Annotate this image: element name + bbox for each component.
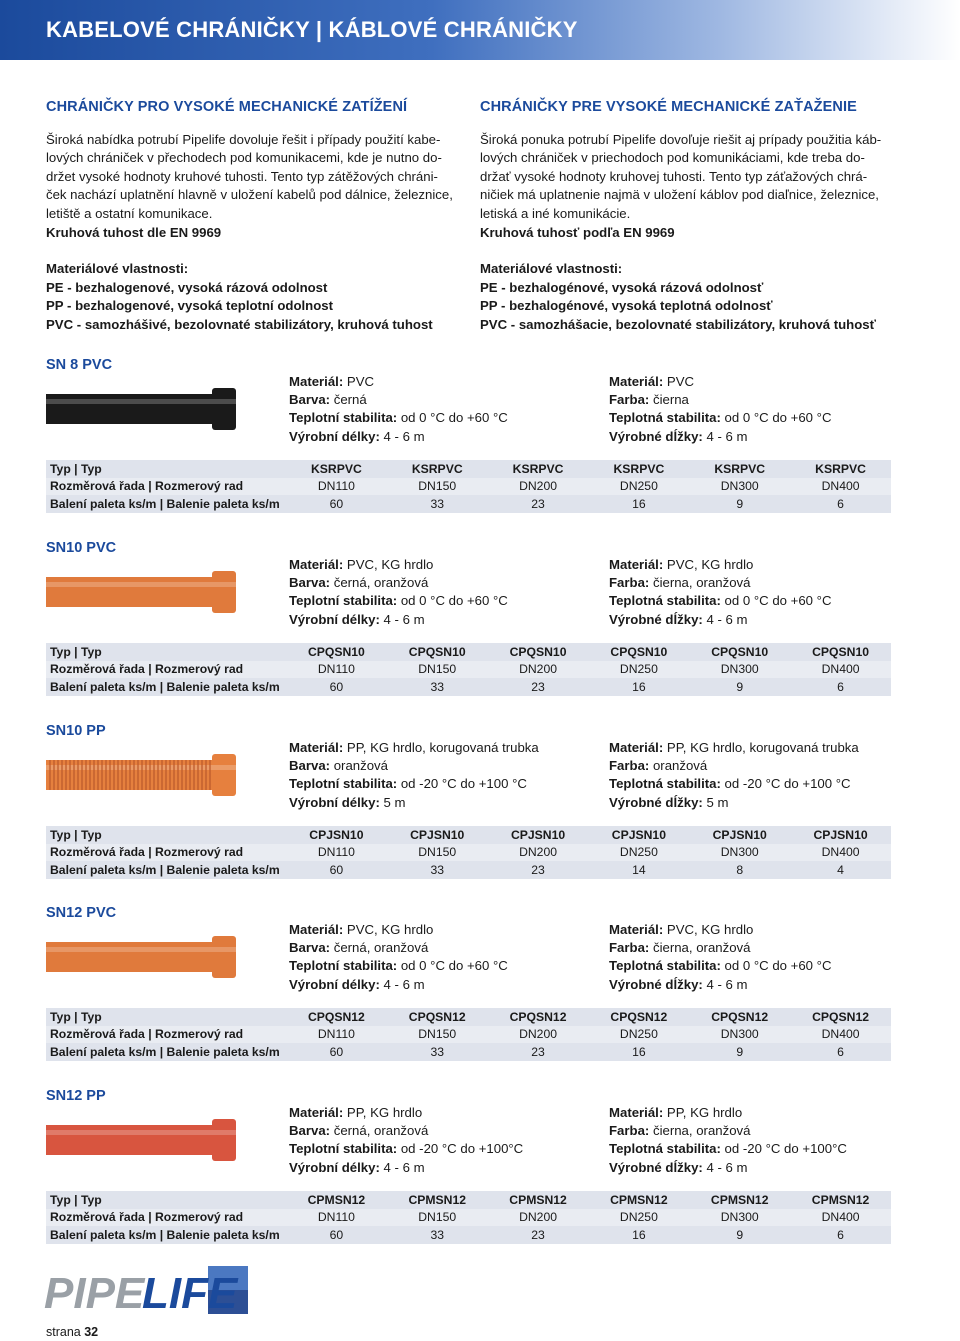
spec-line — [609, 976, 831, 994]
spec-value: od 0 °C do +60 °C — [397, 958, 508, 974]
spec-key: Výrobní délky: — [289, 1159, 380, 1175]
table-cell: DN150 — [387, 1209, 488, 1227]
spec-line — [609, 428, 831, 446]
table-row — [46, 1226, 891, 1244]
pipe-image — [46, 1115, 236, 1165]
spec-key: Výrobné dĺžky: — [609, 976, 703, 992]
intro-cz-properties — [46, 260, 466, 334]
table-row — [46, 661, 891, 679]
table-cell: CPJSN10 — [588, 826, 689, 844]
spec-key: Materiál: — [289, 922, 344, 937]
spec-key: Barva: — [289, 392, 331, 408]
spec-key: Teplotná stabilita: — [609, 410, 721, 426]
spec-value: PP, KG hrdlo — [663, 1105, 743, 1120]
row-label: Rozměrová řada | Rozmerový rad — [46, 844, 286, 862]
spec-value: PVC, KG hrdlo — [343, 557, 434, 572]
spec-value: 5 m — [379, 794, 406, 810]
spec-line — [289, 921, 508, 939]
spec-line — [609, 574, 831, 592]
spec-value: čierna, oranžová — [649, 940, 751, 956]
spec-key: Materiál: — [289, 1105, 344, 1120]
row-label: Rozměrová řada | Rozmerový rad — [46, 1209, 286, 1227]
table-cell: KSRPVC — [790, 460, 891, 478]
table-cell: DN150 — [387, 478, 488, 496]
table-cell: DN110 — [286, 661, 387, 679]
spec-key: Teplotní stabilita: — [289, 958, 398, 974]
spec-key: Výrobné dĺžky: — [609, 794, 703, 810]
spec-cz — [289, 921, 508, 994]
table-cell: DN250 — [588, 844, 689, 862]
table-cell: DN200 — [488, 661, 589, 679]
table-cell: DN150 — [387, 844, 488, 862]
spec-cz — [289, 1104, 523, 1177]
row-label: Typ | Typ — [46, 643, 286, 661]
row-label: Balení paleta ks/m | Balenie paleta ks/m — [46, 678, 286, 696]
row-label: Typ | Typ — [46, 1191, 286, 1209]
table-cell: 9 — [689, 678, 790, 696]
intro-sk — [480, 98, 900, 335]
row-label: Rozměrová řada | Rozmerový rad — [46, 1026, 286, 1044]
page-header — [0, 0, 960, 60]
table-cell: DN200 — [488, 1026, 589, 1044]
spec-sk — [609, 373, 831, 446]
table-row — [46, 844, 891, 862]
table-cell: DN300 — [689, 661, 790, 679]
spec-value: 4 - 6 m — [702, 428, 748, 444]
spec-value: čierna, oranžová — [649, 575, 751, 591]
spec-line — [289, 775, 539, 793]
spec-value: od -20 °C do +100 °C — [397, 776, 527, 792]
table-cell: 60 — [286, 1043, 387, 1061]
table-cell: DN150 — [387, 661, 488, 679]
spec-value: oranžová — [649, 758, 708, 774]
table-cell: 33 — [387, 861, 488, 879]
spec-line — [289, 556, 508, 574]
page-title: KABELOVÉ CHRÁNIČKY | KÁBLOVÉ CHRÁNIČKY — [46, 17, 578, 42]
row-label: Rozměrová řada | Rozmerový rad — [46, 478, 286, 496]
intro-sk-line: lových chrániček v priechodoch pod komunikáciami, kde treba do- — [480, 150, 865, 166]
spec-value: od 0 °C do +60 °C — [397, 410, 508, 426]
spec-key: Výrobní délky: — [289, 611, 380, 627]
spec-line — [609, 1122, 847, 1140]
spec-key: Farba: — [609, 1123, 650, 1139]
intro-cz-line: lových chrániček v přechodech pod komunikacemi, kde je nutno do- — [46, 150, 442, 166]
spec-value: 4 - 6 m — [702, 1159, 748, 1175]
table-cell: 16 — [588, 1226, 689, 1244]
spec-line — [609, 391, 831, 409]
spec-key: Teplotní stabilita: — [289, 593, 398, 609]
table-cell: CPQSN12 — [588, 1008, 689, 1026]
table-cell: 9 — [689, 1043, 790, 1061]
spec-key: Výrobní délky: — [289, 976, 380, 992]
table-cell: CPQSN10 — [488, 643, 589, 661]
table-cell: 23 — [488, 495, 589, 513]
spec-key: Výrobné dĺžky: — [609, 611, 703, 627]
table-cell: 23 — [488, 678, 589, 696]
table-cell: 9 — [689, 495, 790, 513]
product-title: SN12 PVC — [46, 905, 117, 921]
spec-key: Materiál: — [289, 557, 344, 572]
spec-line — [289, 391, 508, 409]
intro-sk-line: letiská a iné komunikácie. — [480, 205, 631, 221]
spec-key: Materiál: — [289, 740, 344, 755]
spec-line — [609, 1140, 847, 1158]
table-cell: DN110 — [286, 844, 387, 862]
spec-line — [609, 739, 859, 757]
spec-value: od 0 °C do +60 °C — [397, 593, 508, 609]
spec-line — [289, 409, 508, 427]
table-cell: 6 — [790, 1226, 891, 1244]
spec-line — [609, 409, 831, 427]
table-cell: 33 — [387, 678, 488, 696]
intro-sk-stiffness: Kruhová tuhosť podľa EN 9969 — [480, 224, 675, 240]
spec-value: PVC, KG hrdlo — [343, 922, 434, 937]
properties-title: Materiálové vlastnosti: — [480, 261, 623, 277]
table-cell: DN400 — [790, 1209, 891, 1227]
table-cell: CPMSN12 — [689, 1191, 790, 1209]
spec-key: Materiál: — [289, 374, 344, 389]
spec-line — [289, 1104, 523, 1122]
intro-sk-line: ničiek má uplatnenie najmä v uložení káblov pod diaľnice, železnice, — [480, 187, 879, 203]
table-cell: 60 — [286, 495, 387, 513]
pipe-image — [46, 750, 236, 800]
spec-value: 5 m — [702, 794, 729, 810]
table-cell: DN300 — [689, 1209, 790, 1227]
spec-line — [289, 428, 508, 446]
property-item: PVC - samozhášacie, bezolovnaté stabilizátory, kruhová tuhosť — [480, 316, 876, 332]
spec-key: Farba: — [609, 758, 650, 774]
spec-key: Farba: — [609, 940, 650, 956]
table-cell: CPJSN10 — [387, 826, 488, 844]
table-row — [46, 678, 891, 696]
product-table — [46, 1008, 891, 1061]
spec-line — [609, 757, 859, 775]
spec-line — [289, 1122, 523, 1140]
spec-key: Teplotní stabilita: — [289, 1141, 398, 1157]
table-cell: CPQSN12 — [387, 1008, 488, 1026]
spec-key: Barva: — [289, 575, 331, 591]
spec-value: od 0 °C do +60 °C — [720, 410, 832, 426]
spec-sk — [609, 739, 859, 812]
spec-key: Teplotná stabilita: — [609, 958, 721, 974]
product-table — [46, 826, 891, 879]
spec-key: Výrobní délky: — [289, 794, 380, 810]
intro-sk-line: držať vysoké hodnoty kruhovej tuhosti. Tento typ záťažových chrá- — [480, 168, 868, 184]
spec-value: od -20 °C do +100 °C — [720, 776, 851, 792]
table-cell: KSRPVC — [286, 460, 387, 478]
spec-key: Farba: — [609, 392, 650, 408]
table-cell: CPMSN12 — [387, 1191, 488, 1209]
spec-line — [609, 592, 831, 610]
table-row — [46, 826, 891, 844]
spec-sk — [609, 556, 831, 629]
table-cell: 16 — [588, 1043, 689, 1061]
spec-line — [609, 1104, 847, 1122]
spec-value: 4 - 6 m — [702, 611, 748, 627]
table-cell: 23 — [488, 1043, 589, 1061]
row-label: Typ | Typ — [46, 826, 286, 844]
pipe-image — [46, 384, 236, 434]
pipelife-logo — [42, 1264, 248, 1316]
table-cell: 60 — [286, 1226, 387, 1244]
spec-key: Teplotní stabilita: — [289, 776, 398, 792]
spec-line — [609, 921, 831, 939]
table-cell: 16 — [588, 495, 689, 513]
spec-line — [609, 775, 859, 793]
spec-key: Teplotná stabilita: — [609, 1141, 721, 1157]
spec-line — [289, 939, 508, 957]
table-cell: DN300 — [689, 478, 790, 496]
table-cell: KSRPVC — [488, 460, 589, 478]
product-title: SN 8 PVC — [46, 357, 113, 373]
spec-value: čierna, oranžová — [649, 1123, 751, 1139]
spec-key: Farba: — [609, 575, 650, 591]
intro-sk-heading: CHRÁNIČKY PRE VYSOKÉ MECHANICKÉ ZAŤAŽENIE — [480, 99, 857, 115]
table-cell: CPQSN10 — [790, 643, 891, 661]
spec-value: PVC — [663, 374, 695, 389]
spec-value: od 0 °C do +60 °C — [720, 958, 832, 974]
table-cell: DN300 — [689, 844, 790, 862]
spec-value: PVC, KG hrdlo — [663, 557, 754, 572]
table-cell: DN150 — [387, 1026, 488, 1044]
table-row — [46, 1026, 891, 1044]
spec-value: od -20 °C do +100°C — [397, 1141, 524, 1157]
property-item: PE - bezhalogénové, vysoká rázová odolnosť — [480, 279, 764, 295]
spec-value: černá, oranžová — [330, 575, 429, 591]
spec-value: 4 - 6 m — [379, 1159, 425, 1175]
spec-value: černá, oranžová — [330, 940, 429, 956]
spec-key: Teplotní stabilita: — [289, 410, 398, 426]
table-cell: DN400 — [790, 478, 891, 496]
page-word: strana — [46, 1325, 81, 1339]
table-row — [46, 495, 891, 513]
spec-value: oranžová — [330, 758, 388, 774]
table-cell: DN110 — [286, 478, 387, 496]
intro-cz-line: Široká nabídka potrubí Pipelife dovoluje řešit i případy použití kabe- — [46, 131, 441, 147]
spec-key: Výrobné dĺžky: — [609, 1159, 703, 1175]
table-cell: 4 — [790, 861, 891, 879]
property-item: PP - bezhalogénové, vysoká teplotná odolnosť — [480, 298, 773, 314]
spec-key: Barva: — [289, 1123, 331, 1139]
spec-key: Materiál: — [609, 374, 664, 389]
spec-value: 4 - 6 m — [379, 611, 425, 627]
spec-value: od 0 °C do +60 °C — [720, 593, 832, 609]
property-item: PVC - samozhášivé, bezolovnaté stabilizátory, kruhová tuhost — [46, 316, 433, 332]
table-cell: 6 — [790, 495, 891, 513]
table-row — [46, 460, 891, 478]
spec-line — [609, 939, 831, 957]
spec-key: Výrobné dĺžky: — [609, 428, 703, 444]
spec-key: Barva: — [289, 940, 331, 956]
table-cell: 23 — [488, 1226, 589, 1244]
spec-value: PVC — [343, 374, 375, 389]
spec-key: Materiál: — [609, 740, 664, 755]
table-cell: DN200 — [488, 844, 589, 862]
pipe-image — [46, 567, 236, 617]
table-cell: DN200 — [488, 478, 589, 496]
table-cell: CPMSN12 — [790, 1191, 891, 1209]
table-cell: DN110 — [286, 1209, 387, 1227]
table-cell: 9 — [689, 1226, 790, 1244]
table-cell: CPQSN10 — [689, 643, 790, 661]
table-cell: 33 — [387, 495, 488, 513]
table-row — [46, 1209, 891, 1227]
table-cell: DN400 — [790, 661, 891, 679]
product-title: SN10 PP — [46, 723, 106, 739]
table-cell: DN250 — [588, 478, 689, 496]
table-row — [46, 643, 891, 661]
table-cell: CPJSN10 — [488, 826, 589, 844]
page-number — [46, 1325, 98, 1339]
spec-value: 4 - 6 m — [379, 976, 425, 992]
spec-sk — [609, 921, 831, 994]
property-item: PP - bezhalogenové, vysoká teplotní odolnost — [46, 298, 333, 314]
table-cell: KSRPVC — [387, 460, 488, 478]
row-label: Typ | Typ — [46, 1008, 286, 1026]
table-cell: CPMSN12 — [286, 1191, 387, 1209]
spec-key: Barva: — [289, 758, 331, 774]
spec-value: černá, oranžová — [330, 1123, 429, 1139]
table-cell: 6 — [790, 1043, 891, 1061]
table-cell: KSRPVC — [689, 460, 790, 478]
spec-value: 4 - 6 m — [379, 428, 425, 444]
table-cell: KSRPVC — [588, 460, 689, 478]
spec-line — [289, 794, 539, 812]
intro-cz-line: ček nachází uplatnění hlavně v uložení kabelů pod dálnice, železnice, — [46, 187, 453, 203]
spec-cz — [289, 556, 508, 629]
row-label: Balení paleta ks/m | Balenie paleta ks/m — [46, 495, 286, 513]
spec-line — [289, 611, 508, 629]
spec-key: Materiál: — [609, 922, 664, 937]
pipe-image — [46, 932, 236, 982]
spec-line — [289, 1140, 523, 1158]
product-table — [46, 460, 891, 513]
spec-sk — [609, 1104, 847, 1177]
intro-cz — [46, 98, 466, 335]
spec-cz — [289, 739, 539, 812]
table-cell: CPQSN12 — [790, 1008, 891, 1026]
logo-text-pipe: PIPE — [44, 1269, 145, 1316]
table-cell: CPMSN12 — [488, 1191, 589, 1209]
table-cell: DN250 — [588, 661, 689, 679]
spec-value: 4 - 6 m — [702, 976, 748, 992]
spec-line — [289, 957, 508, 975]
table-cell: 60 — [286, 678, 387, 696]
spec-line — [609, 1159, 847, 1177]
spec-key: Teplotná stabilita: — [609, 776, 721, 792]
spec-line — [289, 1159, 523, 1177]
intro-sk-line: Široká ponuka potrubí Pipelife dovoľuje riešit aj prípady použitia káb- — [480, 131, 882, 147]
spec-value: čierna — [649, 392, 689, 408]
table-cell: CPQSN10 — [588, 643, 689, 661]
spec-value: PP, KG hrdlo, korugovaná trubka — [343, 740, 539, 755]
spec-value: PVC, KG hrdlo — [663, 922, 754, 937]
table-cell: DN200 — [488, 1209, 589, 1227]
intro-cz-heading: CHRÁNIČKY PRO VYSOKÉ MECHANICKÉ ZATÍŽENÍ — [46, 99, 408, 115]
spec-line — [609, 794, 859, 812]
table-cell: CPQSN10 — [286, 643, 387, 661]
row-label: Balení paleta ks/m | Balenie paleta ks/m — [46, 861, 286, 879]
table-cell: CPQSN12 — [689, 1008, 790, 1026]
spec-line — [609, 373, 831, 391]
spec-line — [609, 957, 831, 975]
intro-cz-line: letiště a ostatní komunikace. — [46, 205, 213, 221]
spec-value: PP, KG hrdlo, korugovaná trubka — [663, 740, 859, 755]
spec-value: od -20 °C do +100°C — [720, 1141, 847, 1157]
spec-value: černá — [330, 392, 367, 408]
table-cell: 6 — [790, 678, 891, 696]
product-table — [46, 1191, 891, 1244]
table-row — [46, 861, 891, 879]
logo-text-life: LIFE — [142, 1269, 238, 1316]
spec-key: Materiál: — [609, 1105, 664, 1120]
table-row — [46, 478, 891, 496]
table-cell: CPQSN12 — [488, 1008, 589, 1026]
row-label: Typ | Typ — [46, 460, 286, 478]
table-cell: 16 — [588, 678, 689, 696]
table-row — [46, 1043, 891, 1061]
spec-key: Teplotná stabilita: — [609, 593, 721, 609]
table-cell: 8 — [689, 861, 790, 879]
spec-line — [289, 757, 539, 775]
spec-value: PP, KG hrdlo — [343, 1105, 423, 1120]
page-number-value: 32 — [84, 1325, 99, 1339]
intro-cz-stiffness: Kruhová tuhost dle EN 9969 — [46, 224, 222, 240]
spec-line — [289, 373, 508, 391]
spec-line — [289, 592, 508, 610]
spec-line — [609, 611, 831, 629]
table-cell: CPMSN12 — [588, 1191, 689, 1209]
spec-key: Výrobní délky: — [289, 428, 380, 444]
table-cell: DN400 — [790, 1026, 891, 1044]
spec-line — [289, 976, 508, 994]
intro-cz-line: držet vysoké hodnoty kruhové tuhosti. Tento typ zátěžových chráni- — [46, 168, 438, 184]
row-label: Rozměrová řada | Rozmerový rad — [46, 661, 286, 679]
product-title: SN10 PVC — [46, 540, 117, 556]
table-cell: CPQSN12 — [286, 1008, 387, 1026]
table-cell: DN250 — [588, 1026, 689, 1044]
table-cell: DN250 — [588, 1209, 689, 1227]
properties-title: Materiálové vlastnosti: — [46, 261, 189, 277]
product-title: SN12 PP — [46, 1088, 106, 1104]
table-cell: CPQSN10 — [387, 643, 488, 661]
table-cell: 23 — [488, 861, 589, 879]
table-cell: CPJSN10 — [790, 826, 891, 844]
spec-line — [289, 574, 508, 592]
intro-sk-properties — [480, 260, 900, 334]
table-cell: CPJSN10 — [689, 826, 790, 844]
product-table — [46, 643, 891, 696]
table-cell: 33 — [387, 1226, 488, 1244]
spec-cz — [289, 373, 508, 446]
table-row — [46, 1008, 891, 1026]
spec-key: Materiál: — [609, 557, 664, 572]
table-cell: DN300 — [689, 1026, 790, 1044]
table-cell: 14 — [588, 861, 689, 879]
table-cell: 33 — [387, 1043, 488, 1061]
spec-line — [289, 739, 539, 757]
table-cell: DN110 — [286, 1026, 387, 1044]
row-label: Balení paleta ks/m | Balenie paleta ks/m — [46, 1043, 286, 1061]
table-row — [46, 1191, 891, 1209]
row-label: Balení paleta ks/m | Balenie paleta ks/m — [46, 1226, 286, 1244]
table-cell: 60 — [286, 861, 387, 879]
table-cell: DN400 — [790, 844, 891, 862]
table-cell: CPJSN10 — [286, 826, 387, 844]
spec-line — [609, 556, 831, 574]
property-item: PE - bezhalogenové, vysoká rázová odolnost — [46, 279, 328, 295]
